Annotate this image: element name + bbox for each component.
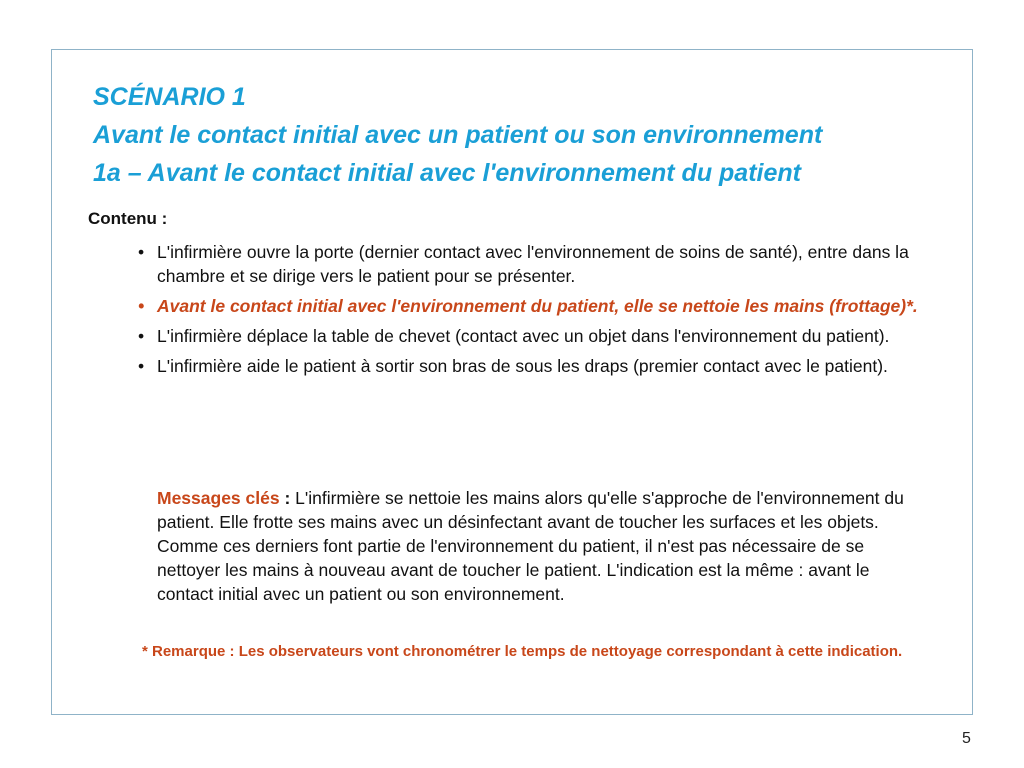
remark-note: * Remarque : Les observateurs vont chronométrer le temps de nettoyage correspondant à cette indication. — [142, 643, 903, 660]
bullet-item — [134, 354, 934, 378]
bullet-dot: • — [138, 356, 145, 376]
title-line-context: Avant le contact initial avec un patient ou son environnement — [93, 121, 823, 149]
bullet-text: L'infirmière aide le patient à sortir son bras de sous les draps (premier contact avec le patient). — [157, 356, 888, 376]
page-number: 5 — [962, 730, 971, 747]
key-messages — [157, 486, 917, 606]
content-label: Contenu : — [88, 209, 168, 228]
key-messages-colon: : — [279, 488, 291, 508]
bullet-item — [134, 240, 934, 288]
bullet-dot: • — [138, 296, 145, 316]
bullet-item-emphasis — [134, 294, 934, 318]
key-messages-label: Messages clés — [157, 488, 280, 508]
slide-title — [93, 78, 953, 192]
bullet-text: Avant le contact initial avec l'environnement du patient, elle se nettoie les mains (frottage)*. — [157, 296, 918, 316]
bullet-text: L'infirmière ouvre la porte (dernier contact avec l'environnement de soins de santé), entre dans la chambre et se dirige vers le patient pour se présenter. — [157, 242, 909, 286]
title-line-scenario: SCÉNARIO 1 — [93, 83, 246, 111]
key-messages-text: L'infirmière se nettoie les mains alors qu'elle s'approche de l'environnement du patient. Elle frotte ses mains avec un désinfectant avant de toucher les surfaces et les objets. Comme ces derniers font partie de l'environnement du patient, il n'est pas nécessaire de se nettoyer les mains à nouveau avant de toucher le patient. L'indication est la même : avant le contact initial avec un patient ou son environnement. — [157, 488, 904, 604]
bullet-dot: • — [138, 326, 145, 346]
bullet-dot: • — [138, 242, 145, 262]
bullet-list — [134, 240, 934, 384]
bullet-text: L'infirmière déplace la table de chevet (contact avec un objet dans l'environnement du patient). — [157, 326, 890, 346]
title-line-subscenario: 1a – Avant le contact initial avec l'environnement du patient — [93, 159, 801, 187]
bullet-item — [134, 324, 934, 348]
